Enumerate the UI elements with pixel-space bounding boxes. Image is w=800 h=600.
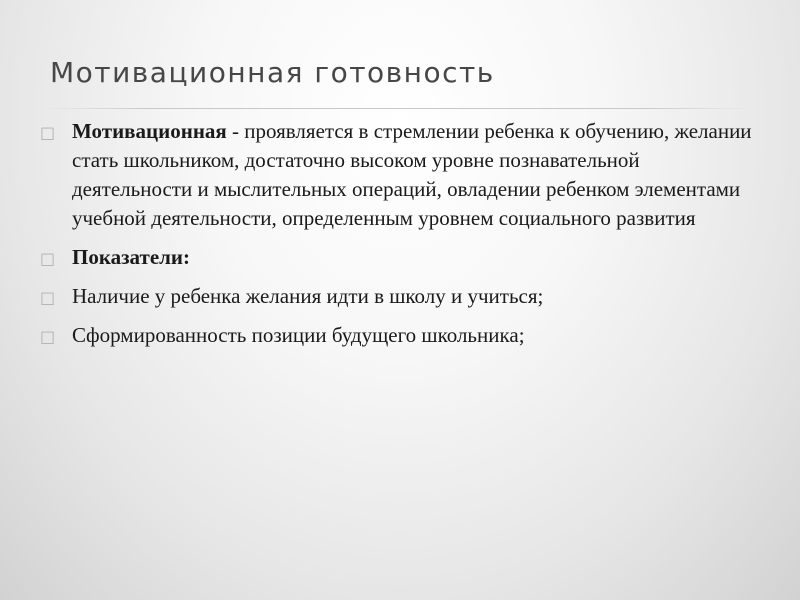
slide-title: Мотивационная готовность	[50, 56, 495, 89]
bullet-text: Сформированность позиции будущего школьника;	[72, 323, 525, 347]
bullet-item-indicators	[40, 243, 760, 272]
square-bullet-icon: □	[40, 123, 56, 142]
bullet-text: Наличие у ребенка желания идти в школу и учиться;	[72, 284, 544, 308]
bullet-list	[40, 117, 760, 360]
square-bullet-icon: □	[40, 288, 56, 307]
title-divider	[40, 108, 752, 109]
bullet-bold-text: Мотивационная	[72, 119, 227, 143]
bullet-item-definition	[40, 117, 760, 233]
bullet-text: - проявляется в стремлении ребенка к обучению, желании стать школьником, достаточно высоком уровне познавательной деятельности и мыслительных операций, овладении ребенком элементами учебной деятельности, определенным уровнем социального развития	[72, 119, 752, 230]
square-bullet-icon: □	[40, 327, 56, 346]
bullet-bold-text: Показатели:	[72, 245, 191, 269]
bullet-item-position	[40, 321, 760, 350]
square-bullet-icon: □	[40, 249, 56, 268]
bullet-item-desire	[40, 282, 760, 311]
